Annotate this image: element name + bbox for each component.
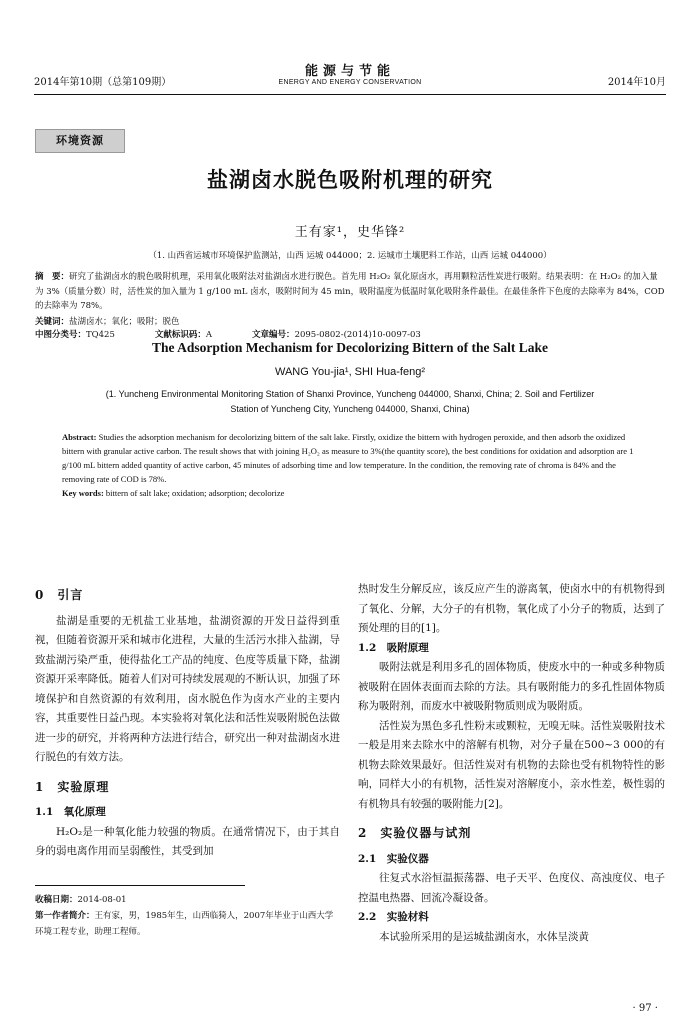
running-header xyxy=(34,60,666,95)
footnote-rule xyxy=(35,885,245,886)
abstract-en xyxy=(62,430,637,500)
paragraph-oxidation: H₂O₂是一种氧化能力较强的物质。在通常情况下，由于其自身的弱电离作用而呈弱酸性，其受到加 xyxy=(35,825,340,857)
paragraph-adsorption-2: 活性炭为黑色多孔性粉末或颗粒，无嗅无味。活性炭吸附技术一般是用来去除水中的溶解有机物，对分子量在500~3 000的有机物去除效果最好。但活性炭对有机物的去除也受有机物特性的影响，同样大小的有机物，活性炭对溶解度小，亲水性差，极性弱的有机物具有较强的吸附能力[2]。 xyxy=(358,719,665,810)
article-no-label: 文章编号： xyxy=(252,330,295,340)
authors-en: WANG You-jia¹, SHI Hua-feng² xyxy=(275,366,425,378)
keywords-cn-label: 关键词： xyxy=(35,317,70,327)
heading-adsorption: 1.2 吸附原理 xyxy=(358,641,429,654)
article-no-value: 2095-0802-(2014)10-0097-03 xyxy=(294,330,421,340)
clc-value: TQ425 xyxy=(86,330,115,340)
clc-label: 中图分类号： xyxy=(35,330,87,340)
section-tag: 环境资源 xyxy=(35,129,125,153)
title-en: The Adsorption Mechanism for Decolorizing Bittern of the Salt Lake xyxy=(151,340,549,355)
page-number: · 97 · xyxy=(632,1003,658,1014)
abstract-en-text: Studies the adsorption mechanism for decolorizing bittern of the salt lake. Firstly, oxidize the bittern with hydrogen peroxide, and then adsorb the oxidized bittern with granular active carbon. The result shows that with joining H₂O₂ as measure to 3%(the quantity score), the best conditions for oxidation and adsorption are 1 g/100 mL bittern added quantity of active carbon, 45 minutes of adsorbing time and low temperature. In the condition, the removing rate of chroma is 84% and the removing rate of COD is 78%. xyxy=(62,432,634,484)
left-column xyxy=(35,582,340,862)
abstract-en-label: Abstract: xyxy=(62,432,97,442)
heading-materials: 2.2 实验材料 xyxy=(358,911,429,923)
doc-code-label: 文献标识码： xyxy=(154,330,206,340)
heading-instruments-list: 2.1 实验仪器 xyxy=(358,852,429,865)
abstract-cn-text: 研究了盐湖卤水的脱色吸附机理，采用氧化吸附法对盐湖卤水进行脱色。首先用 H₂O₂ 氧化原卤水，再用颗粒活性炭进行吸附。结果表明：在 H₂O₂ 的加入量为 3%（质量分数）时，活性炭的加入量为 1 g/100 mL 卤水，吸附时间为 45 min，吸附温度为低温时氧化吸附条件最佳。在最佳条件下色度的去除率为 84%，COD 的去除率为 78%。 xyxy=(35,272,665,311)
heading-instruments: 2 实验仪器与试剂 xyxy=(358,826,472,840)
author-bio-label: 第一作者简介： xyxy=(35,911,95,921)
paragraph-oxidation-cont: 热时发生分解反应，该反应产生的游离氧，使卤水中的有机物得到了氧化、分解，大分子的有机物，氧化成了小分子的物质，达到了预处理的目的[1]。 xyxy=(358,583,665,634)
heading-principle: 1 实验原理 xyxy=(35,779,110,794)
keywords-en-label: Key words: xyxy=(62,488,104,498)
heading-introduction: 0 引言 xyxy=(35,588,84,602)
keywords-en-text: bittern of salt lake; oxidation; adsorption; decolorize xyxy=(105,488,285,498)
affiliation-cn: （1. 山西省运城市环境保护监测站，山西 运城 044000；2. 运城市土壤肥料工作站，山西 运城 044000） xyxy=(148,251,552,261)
right-column xyxy=(358,580,665,947)
received-date: 2014-08-01 xyxy=(77,895,127,905)
received-label: 收稿日期： xyxy=(35,895,78,905)
issue-info: 2014年第10期（总第109期） xyxy=(34,77,172,88)
keywords-cn-text: 盐湖卤水；氧化；吸附；脱色 xyxy=(69,317,180,327)
affiliation-en xyxy=(0,387,700,417)
heading-oxidation: 1.1 氧化原理 xyxy=(35,806,106,818)
issue-date: 2014年10月 xyxy=(607,77,666,88)
footnote xyxy=(35,892,340,940)
journal-name-cn: 能源与节能 xyxy=(304,64,395,79)
paragraph-introduction: 盐湖是重要的无机盐工业基地，盐湖资源的开发日益得到重视，但随着资源开采和城市化进程，大量的生活污水排入盐湖，导致盐湖污染严重，使得盐化工产品的纯度、色度等质量下降，盐湖资源开采率降低。随着人们对可持续发展观的不断认识，加强了环境保护和自然资源的有效利用，卤水脱色作为卤水产业的主要内容，其重要性日益凸现。本实验将对氧化法和活性炭吸附脱色法做进一步的研究，并将两种方法进行结合，研究出一种对盐湖卤水进行脱色的有效方法。 xyxy=(35,614,340,763)
paragraph-instruments: 往复式水浴恒温振荡器、电子天平、色度仪、高浊度仪、电子控温电热器、回流冷凝设备。 xyxy=(358,872,665,904)
journal-name-en: ENERGY AND ENERGY CONSERVATION xyxy=(278,79,422,86)
paragraph-adsorption-1: 吸附法就是利用多孔的固体物质，使废水中的一种或多种物质被吸附在固体表面而去除的方法。具有吸附能力的多孔性固体物质称为吸附剂，而废水中被吸附物质则成为吸附质。 xyxy=(358,661,665,712)
affiliation-en-line1: (1. Yuncheng Environmental Monitoring Station of Shanxi Province, Yuncheng 044000, Shanxi, China; 2. Soil and Fertilizer xyxy=(105,389,595,399)
author-bio-text: 王有家，男，1985年生，山西临猗人，2007年毕业于山西大学环境工程专业，助理工程师。 xyxy=(35,911,334,937)
abstract-cn xyxy=(35,270,665,314)
affiliation-en-line2: Station of Yuncheng City, Yuncheng 044000, Shanxi, China) xyxy=(230,404,470,414)
abstract-cn-label: 摘 要： xyxy=(35,272,70,282)
title-cn: 盐湖卤水脱色吸附机理的研究 xyxy=(207,167,493,192)
doc-code-value: A xyxy=(205,330,213,340)
authors-cn: 王有家¹，史华锋² xyxy=(294,225,406,240)
journal-name xyxy=(34,60,666,86)
paragraph-materials: 本试验所采用的是运城盐湖卤水，水体呈淡黄 xyxy=(379,930,589,943)
